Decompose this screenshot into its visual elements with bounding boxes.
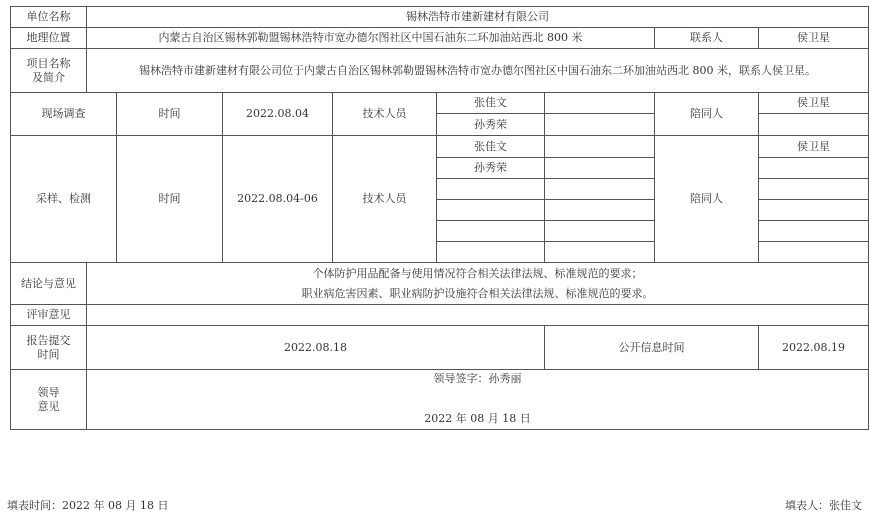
- sampling-blank-a5: [545, 221, 655, 242]
- sampling-blank-b5: [759, 221, 869, 242]
- location-label: 地理位置: [11, 28, 87, 49]
- leader-label: [11, 370, 87, 430]
- survey-tech-1: 张佳文: [437, 93, 545, 114]
- survey-label: 现场调查: [11, 93, 117, 136]
- conclusion-value: [87, 263, 869, 305]
- report-sheet: [5, 6, 874, 430]
- survey-accompany-label: 陪同人: [655, 93, 759, 136]
- survey-tech-blank-2: [545, 114, 655, 136]
- report-time-label: [11, 326, 87, 370]
- sampling-blank-a2: [545, 158, 655, 179]
- fill-time: 填表时间：2022 年 08 月 18 日: [7, 499, 169, 512]
- sampling-blank-b2: [759, 158, 869, 179]
- conclusion-line-1: 个体防护用品配备与使用情况符合相关法律法规、标准规范的要求；: [312, 266, 643, 280]
- sampling-label: 采样、检测: [11, 136, 117, 263]
- sampling-tech-1: 张佳文: [437, 136, 545, 158]
- sampling-blank-t3: [437, 179, 545, 200]
- sampling-accompany-label: 陪同人: [655, 136, 759, 263]
- review-label: 评审意见: [11, 305, 87, 326]
- survey-tech-label: 技术人员: [333, 93, 437, 136]
- unit-name-label: 单位名称: [11, 7, 87, 28]
- survey-time-label: 时间: [117, 93, 223, 136]
- report-date: 2022.08.18: [87, 326, 545, 370]
- report-label-line2: 时间: [37, 347, 60, 361]
- review-value: [87, 305, 869, 326]
- survey-accompany-1: 侯卫星: [759, 93, 869, 114]
- project-label-line2: 及简介: [32, 70, 65, 84]
- sampling-blank-t4: [437, 200, 545, 221]
- unit-name: 锡林浩特市建新建材有限公司: [87, 7, 869, 28]
- conclusion-label: 结论与意见: [11, 263, 87, 305]
- leader-label-line1: 领导: [37, 385, 60, 399]
- survey-date: 2022.08.04: [223, 93, 333, 136]
- report-label-line1: 报告提交: [26, 333, 71, 347]
- contact-label: 联系人: [655, 28, 759, 49]
- leader-label-line2: 意见: [37, 399, 60, 413]
- conclusion-line-2: 职业病危害因素、职业病防护设施符合相关法律法规、标准规范的要求。: [301, 286, 654, 300]
- project-label-line1: 项目名称: [26, 56, 71, 70]
- sampling-blank-a1: [545, 136, 655, 158]
- contact-value: 侯卫星: [759, 28, 869, 49]
- project-label: [11, 49, 87, 93]
- sampling-time-label: 时间: [117, 136, 223, 263]
- public-info-date: 2022.08.19: [759, 326, 869, 370]
- survey-tech-2: 孙秀荣: [437, 114, 545, 136]
- info-table: [10, 6, 869, 430]
- location-value: 内蒙古自治区锡林郭勒盟锡林浩特市宽办德尔图社区中国石油东二环加油站西北 800 米: [87, 28, 655, 49]
- leader-signature: 领导签字：孙秀丽: [433, 372, 522, 385]
- survey-accompany-blank: [759, 114, 869, 136]
- project-desc: 锡林浩特市建新建材有限公司位于内蒙古自治区锡林郭勒盟锡林浩特市宽办德尔图社区中国石油东二环加油站西北 800 米，联系人侯卫星。: [87, 49, 869, 93]
- survey-tech-blank-1: [545, 93, 655, 114]
- sampling-blank-a4: [545, 200, 655, 221]
- sampling-blank-t5: [437, 221, 545, 242]
- sampling-blank-b4: [759, 200, 869, 221]
- sampling-blank-a3: [545, 179, 655, 200]
- sampling-blank-b6: [759, 242, 869, 263]
- sampling-tech-2: 孙秀荣: [437, 158, 545, 179]
- public-info-label: 公开信息时间: [545, 326, 759, 370]
- leader-date: 2022 年 08 月 18 日: [424, 412, 531, 425]
- sampling-blank-t6: [437, 242, 545, 263]
- leader-opinion: [87, 370, 869, 430]
- sampling-blank-a6: [545, 242, 655, 263]
- sampling-tech-label: 技术人员: [333, 136, 437, 263]
- sampling-accompany-1: 侯卫星: [759, 136, 869, 158]
- filler: 填表人：张佳文: [785, 499, 862, 512]
- sampling-blank-b3: [759, 179, 869, 200]
- sampling-date: 2022.08.04-06: [223, 136, 333, 263]
